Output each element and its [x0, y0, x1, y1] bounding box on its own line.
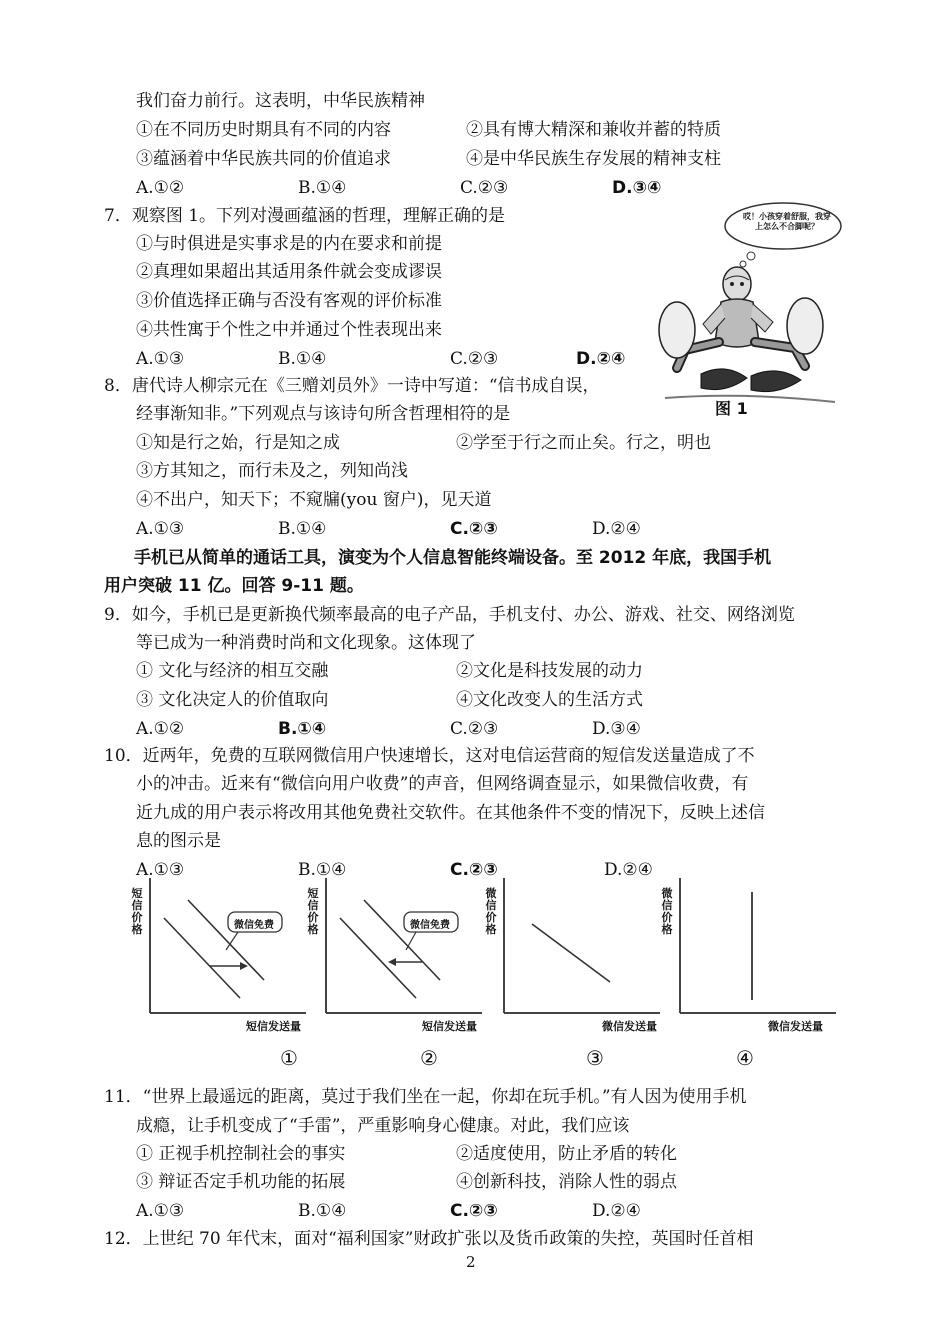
q6-option-3: ③蕴涵着中华民族共同的价值追求 — [136, 149, 391, 169]
q8-option-2: ②学至于行之而止矣。行之，明也 — [456, 433, 711, 453]
q9-answer-c: C.②③ — [450, 719, 499, 739]
q6-answer-d-correct: D.③④ — [612, 178, 662, 198]
q10-stem-1: 10．近两年，免费的互联网微信用户快速增长，这对电信运营商的短信发送量造成了不 — [104, 746, 755, 766]
q9-answer-b-correct: B.①④ — [278, 719, 327, 739]
graph-2 — [306, 878, 484, 1070]
q10-answer-c-correct: C.②③ — [450, 860, 498, 880]
q12-stem: 12．上世纪 70 年代末，面对“福利国家”财政扩张以及货币政策的失控，英国时任首相 — [104, 1229, 754, 1249]
q6-answer-b: B.①④ — [298, 178, 347, 198]
graph-1-number: ① — [280, 1046, 298, 1070]
q6-answer-c: C.②③ — [460, 178, 509, 198]
q9-option-2: ②文化是科技发展的动力 — [456, 661, 643, 681]
q8-answer-d: D.②④ — [592, 519, 641, 539]
q9-answer-a: A.①② — [136, 719, 185, 739]
q10-answer-a: A.①③ — [136, 860, 185, 880]
q11-option-1: ① 正视手机控制社会的事实 — [136, 1144, 346, 1164]
graph-2-plot — [306, 878, 484, 1018]
q11-answer-a: A.①③ — [136, 1201, 185, 1221]
graph-1-plot — [130, 878, 308, 1018]
q6-stem-end: 我们奋力前行。这表明，中华民族精神 — [136, 91, 425, 111]
q8-stem-1: 8．唐代诗人柳宗元在《三赠刘员外》一诗中写道：“信书成自误， — [104, 376, 600, 396]
q9-option-4: ④文化改变人的生活方式 — [456, 690, 643, 710]
q9-stem-1: 9．如今，手机已是更新换代频率最高的电子产品，手机支付、办公、游戏、社交、网络浏览 — [104, 605, 795, 625]
q6-option-1: ①在不同历史时期具有不同的内容 — [136, 120, 391, 140]
q9-answer-d: D.③④ — [592, 719, 641, 739]
q9-option-3: ③ 文化决定人的价值取向 — [136, 690, 329, 710]
q11-answer-c-correct: C.②③ — [450, 1201, 498, 1221]
q11-option-4: ④创新科技，消除人性的弱点 — [456, 1172, 677, 1192]
q7-stem: 7．观察图 1。下列对漫画蕴涵的哲理，理解正确的是 — [104, 206, 506, 226]
q11-stem-1: 11．“世界上最遥远的距离，莫过于我们坐在一起，你却在玩手机。”有人因为使用手机 — [104, 1087, 747, 1107]
q8-answer-b: B.①④ — [278, 519, 327, 539]
q10-answer-b: B.①④ — [298, 860, 347, 880]
q7-option-2: ②真理如果超出其适用条件就会变成谬误 — [136, 262, 442, 282]
q9-option-1: ① 文化与经济的相互交融 — [136, 661, 329, 681]
graph-3-number: ③ — [586, 1046, 604, 1070]
cartoon-caption: 图 1 — [715, 399, 748, 418]
graph-3-y-label: 微信价格 — [485, 887, 497, 936]
q6-option-2: ②具有博大精深和兼收并蓄的特质 — [466, 120, 721, 140]
q10-answer-d: D.②④ — [604, 860, 653, 880]
graph-2-number: ② — [420, 1046, 438, 1070]
graph-4-plot — [660, 878, 838, 1018]
graph-3-x-label: 微信发送量 — [602, 1020, 657, 1033]
q8-option-3: ③方其知之，而行未及之，列知尚浅 — [136, 461, 408, 481]
q11-answer-d: D.②④ — [592, 1201, 641, 1221]
graph-2-x-label: 短信发送量 — [422, 1020, 477, 1033]
graph-4 — [660, 878, 838, 1070]
graph-4-y-label: 微信价格 — [661, 887, 673, 936]
q6-answer-a: A.①② — [136, 178, 185, 198]
q8-answer-a: A.①③ — [136, 519, 185, 539]
q7-answer-b: B.①④ — [278, 349, 327, 369]
q10-stem-4: 息的图示是 — [136, 831, 221, 851]
q11-option-3: ③ 辩证否定手机功能的拓展 — [136, 1172, 346, 1192]
q11-answer-b: B.①④ — [298, 1201, 347, 1221]
graph-1-callout: 微信免费 — [234, 920, 274, 931]
graph-2-callout: 微信免费 — [410, 920, 450, 931]
graph-1 — [130, 878, 308, 1070]
q7-option-1: ①与时俱进是实事求是的内在要求和前提 — [136, 234, 442, 254]
q10-stem-3: 近九成的用户表示将改用其他免费社交软件。在其他条件不变的情况下，反映上述信 — [136, 803, 765, 823]
q7-answer-d-correct: D.②④ — [576, 349, 626, 369]
q7-option-4: ④共性寓于个性之中并通过个性表现出来 — [136, 320, 442, 340]
graph-4-x-label: 微信发送量 — [768, 1020, 823, 1033]
cartoon-drawing — [655, 202, 845, 418]
q7-answer-a: A.①③ — [136, 349, 185, 369]
q7-answer-c: C.②③ — [450, 349, 499, 369]
q10-stem-2: 小的冲击。近来有“微信向用户收费”的声音，但网络调查显示，如果微信收费，有 — [136, 774, 749, 794]
q8-option-4: ④不出户，知天下；不窥牖(you 窗户)，见天道 — [136, 490, 492, 510]
graph-3-plot — [484, 878, 662, 1018]
q9-stem-2: 等已成为一种消费时尚和文化现象。这体现了 — [136, 633, 476, 653]
graph-3 — [484, 878, 662, 1070]
q11-option-2: ②适度使用，防止矛盾的转化 — [456, 1144, 677, 1164]
q7-option-3: ③价值选择正确与否没有客观的评价标准 — [136, 291, 442, 311]
q8-option-1: ①知是行之始，行是知之成 — [136, 433, 340, 453]
graph-1-y-label: 短信价格 — [131, 887, 143, 936]
cartoon-figure-1 — [655, 202, 845, 418]
graph-4-number: ④ — [736, 1046, 754, 1070]
q8-stem-2: 经事渐知非。”下列观点与该诗句所含哲理相符的是 — [136, 404, 511, 424]
q11-stem-2: 成瘾，让手机变成了“手雷”，严重影响身心健康。对此，我们应该 — [136, 1116, 630, 1136]
q8-answer-c-correct: C.②③ — [450, 519, 498, 539]
page-number: 2 — [466, 1253, 476, 1271]
cartoon-bubble-text: 哎！小孩穿着舒服，我穿上怎么不合脚呢？ — [743, 212, 831, 231]
graph-2-y-label: 短信价格 — [307, 887, 319, 936]
graph-1-x-label: 短信发送量 — [246, 1020, 301, 1033]
passage-line-2: 用户突破 11 亿。回答 9-11 题。 — [104, 576, 364, 596]
q6-option-4: ④是中华民族生存发展的精神支柱 — [466, 149, 721, 169]
passage-line-1: 手机已从简单的通话工具，演变为个人信息智能终端设备。至 2012 年底，我国手机 — [134, 548, 772, 568]
